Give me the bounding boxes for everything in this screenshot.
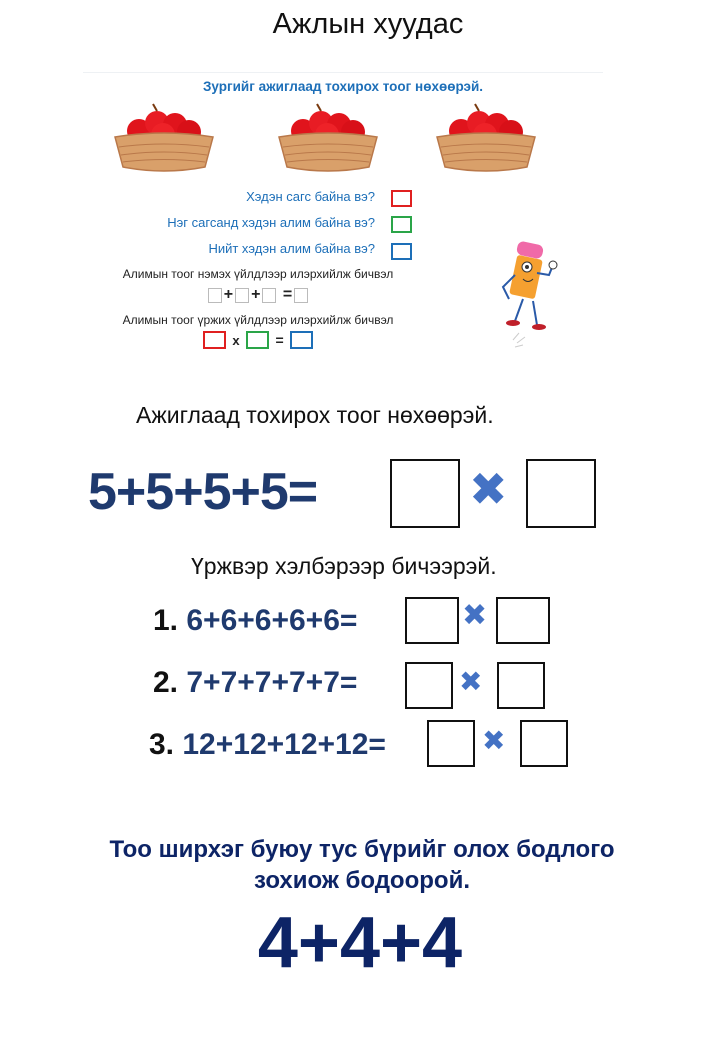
section3-expression: 4+4+4	[257, 903, 463, 983]
times-icon: ✖	[459, 666, 483, 697]
answer-box[interactable]	[427, 720, 475, 767]
answer-box[interactable]	[390, 459, 460, 528]
blank-box[interactable]	[262, 288, 276, 303]
answer-box[interactable]	[405, 597, 459, 644]
answer-box-red[interactable]	[203, 331, 226, 349]
apple-basket-icon	[273, 101, 383, 173]
blank-box[interactable]	[208, 288, 222, 303]
question-total-apples: Нийт хэдэн алим байна вэ?	[208, 241, 375, 256]
section1-heading: Ажиглаад тохирох тоог нөхөөрэй.	[136, 402, 494, 428]
card-title: Зургийг ажиглаад тохирох тоог нөхөөрэй.	[202, 79, 484, 94]
answer-box-green[interactable]	[391, 216, 412, 233]
exercise-row-1: 1. 6+6+6+6+6=	[153, 604, 358, 637]
multiplication-instruction: Алимын тоог үржих үйлдлээр илэрхийлж бичвэл	[122, 313, 394, 327]
section2-heading: Үржвэр хэлбэрээр бичээрэй.	[191, 553, 497, 579]
answer-box-blue[interactable]	[391, 243, 412, 260]
addition-instruction: Алимын тоог нэмэх үйлдлээр илэрхийлж бичвэл	[122, 267, 394, 281]
answer-box[interactable]	[526, 459, 596, 528]
exercise-row-3: 3. 12+12+12+12=	[149, 728, 386, 761]
pencil-mascot-icon	[493, 235, 563, 350]
times-icon: ✖	[482, 725, 506, 756]
section3-heading: Тоо ширхэг буюу тус бүрийг олох бодлого зохиож бодоорой.	[109, 836, 615, 894]
exercise-row-2: 2. 7+7+7+7+7=	[153, 666, 358, 699]
answer-box-blue[interactable]	[290, 331, 313, 349]
section1-equation: 5+5+5+5=	[88, 463, 318, 521]
times-icon: ✖	[462, 599, 488, 632]
blank-box[interactable]	[294, 288, 308, 303]
apple-basket-icon	[431, 101, 541, 173]
answer-box-green[interactable]	[246, 331, 269, 349]
answer-box[interactable]	[496, 597, 550, 644]
answer-box[interactable]	[497, 662, 545, 709]
answer-box[interactable]	[405, 662, 453, 709]
blank-box[interactable]	[235, 288, 249, 303]
multiplication-expression: x =	[113, 331, 403, 349]
picture-exercise-card	[83, 72, 603, 363]
apple-basket-icon	[109, 101, 219, 173]
times-icon: ✖	[469, 463, 508, 515]
answer-box[interactable]	[520, 720, 568, 767]
question-apples-per-basket: Нэг сагсанд хэдэн алим байна вэ?	[167, 215, 375, 230]
answer-box-red[interactable]	[391, 190, 412, 207]
question-basket-count: Хэдэн сагс байна вэ?	[246, 189, 375, 204]
page-title: Ажлын хуудас	[272, 8, 464, 40]
addition-expression: + + =	[113, 286, 403, 304]
